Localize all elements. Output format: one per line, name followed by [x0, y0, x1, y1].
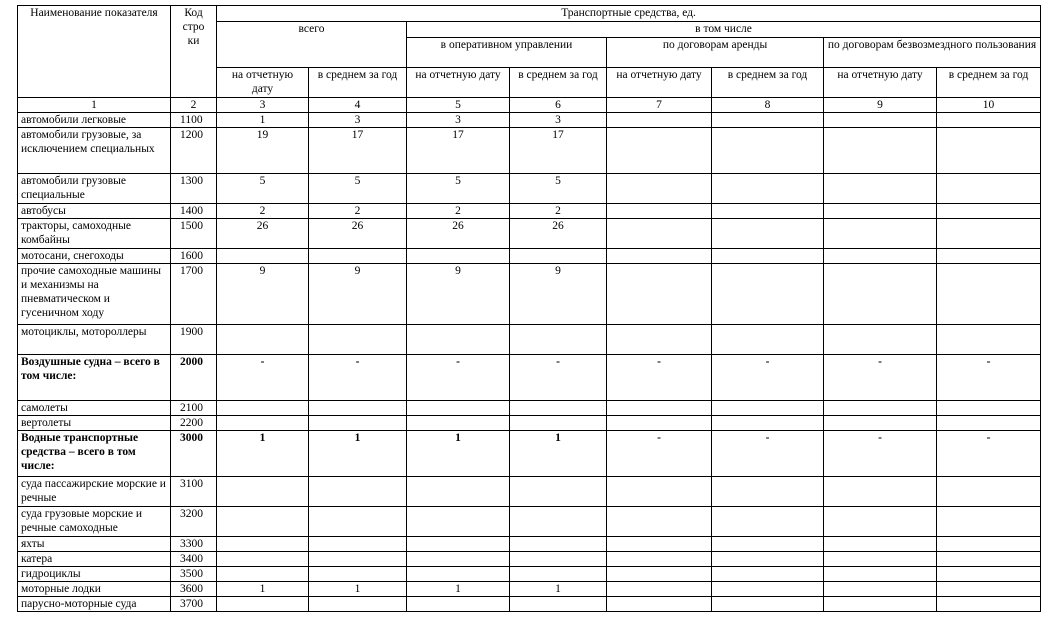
transport-table-container	[17, 5, 1040, 612]
value-cell	[407, 249, 510, 264]
value-cell: 1	[407, 431, 510, 477]
value-cell: 3	[407, 113, 510, 128]
value-cell	[309, 325, 407, 355]
value-cell	[824, 249, 937, 264]
value-cell: -	[824, 355, 937, 401]
row-name: самолеты	[18, 401, 171, 416]
value-cell	[712, 477, 824, 507]
table-row	[18, 507, 1041, 537]
value-cell	[937, 537, 1041, 552]
value-cell	[510, 401, 607, 416]
value-cell: -	[607, 355, 712, 401]
value-cell	[217, 325, 309, 355]
row-name: тракторы, самоходные комбайны	[18, 219, 171, 249]
table-row	[18, 552, 1041, 567]
row-name: мотосани, снегоходы	[18, 249, 171, 264]
value-cell: -	[510, 355, 607, 401]
value-cell: 5	[510, 174, 607, 204]
value-cell	[217, 597, 309, 612]
value-cell	[510, 477, 607, 507]
value-cell	[309, 567, 407, 582]
header-on-date: на отчетную дату	[407, 68, 510, 98]
value-cell	[607, 552, 712, 567]
value-cell	[607, 582, 712, 597]
value-cell	[824, 552, 937, 567]
value-cell: -	[407, 355, 510, 401]
value-cell	[510, 507, 607, 537]
row-code: 1100	[171, 113, 217, 128]
index-cell: 2	[171, 98, 217, 113]
value-cell: -	[937, 355, 1041, 401]
value-cell: 26	[309, 219, 407, 249]
table-row	[18, 264, 1041, 325]
value-cell	[824, 567, 937, 582]
value-cell	[309, 507, 407, 537]
value-cell	[824, 507, 937, 537]
value-cell: 2	[309, 204, 407, 219]
value-cell	[407, 416, 510, 431]
value-cell	[712, 249, 824, 264]
transport-table	[17, 5, 1041, 612]
row-name: моторные лодки	[18, 582, 171, 597]
value-cell	[407, 477, 510, 507]
value-cell	[309, 537, 407, 552]
table-row	[18, 249, 1041, 264]
value-cell	[309, 552, 407, 567]
value-cell: 5	[309, 174, 407, 204]
value-cell	[607, 113, 712, 128]
value-cell: 19	[217, 128, 309, 174]
value-cell	[217, 537, 309, 552]
row-name: автобусы	[18, 204, 171, 219]
value-cell: 17	[510, 128, 607, 174]
header-on-date: на отчетную дату	[824, 68, 937, 98]
value-cell	[712, 597, 824, 612]
row-code: 1600	[171, 249, 217, 264]
value-cell	[824, 597, 937, 612]
header-on-date: на отчетную дату	[607, 68, 712, 98]
value-cell: 26	[217, 219, 309, 249]
value-cell	[712, 128, 824, 174]
value-cell	[824, 174, 937, 204]
table-row	[18, 537, 1041, 552]
value-cell: -	[937, 431, 1041, 477]
value-cell: -	[824, 431, 937, 477]
value-cell	[607, 204, 712, 219]
row-code: 1700	[171, 264, 217, 325]
value-cell	[937, 264, 1041, 325]
row-code: 1200	[171, 128, 217, 174]
header-free-use: по договорам безвозмездного пользования	[824, 38, 1041, 68]
value-cell	[217, 249, 309, 264]
value-cell	[824, 477, 937, 507]
value-cell	[607, 401, 712, 416]
value-cell: 2	[407, 204, 510, 219]
value-cell	[217, 416, 309, 431]
value-cell	[217, 507, 309, 537]
index-cell: 6	[510, 98, 607, 113]
value-cell: 2	[217, 204, 309, 219]
row-name: катера	[18, 552, 171, 567]
index-cell: 10	[937, 98, 1041, 113]
value-cell	[824, 325, 937, 355]
value-cell	[937, 249, 1041, 264]
header-including: в том числе	[407, 22, 1041, 38]
table-row	[18, 567, 1041, 582]
value-cell	[937, 416, 1041, 431]
header-avg-year: в среднем за год	[510, 68, 607, 98]
value-cell: -	[607, 431, 712, 477]
value-cell: -	[712, 431, 824, 477]
row-name: суда грузовые морские и речные самоходные	[18, 507, 171, 537]
value-cell	[937, 128, 1041, 174]
value-cell	[937, 219, 1041, 249]
value-cell	[607, 325, 712, 355]
value-cell: -	[217, 355, 309, 401]
value-cell: -	[712, 355, 824, 401]
table-body	[18, 98, 1041, 612]
value-cell	[712, 537, 824, 552]
value-cell	[937, 582, 1041, 597]
value-cell	[607, 507, 712, 537]
index-cell: 7	[607, 98, 712, 113]
row-name: суда пассажирские морские и речные	[18, 477, 171, 507]
value-cell: 3	[510, 113, 607, 128]
value-cell	[217, 552, 309, 567]
value-cell	[217, 401, 309, 416]
value-cell	[217, 477, 309, 507]
row-code: 1400	[171, 204, 217, 219]
header-operative: в оперативном управлении	[407, 38, 607, 68]
table-row	[18, 113, 1041, 128]
row-code: 3500	[171, 567, 217, 582]
value-cell	[824, 219, 937, 249]
table-row	[18, 128, 1041, 174]
value-cell: 5	[217, 174, 309, 204]
value-cell	[712, 507, 824, 537]
value-cell	[937, 401, 1041, 416]
table-row	[18, 597, 1041, 612]
value-cell	[712, 264, 824, 325]
value-cell: 17	[407, 128, 510, 174]
row-code: 1500	[171, 219, 217, 249]
table-row	[18, 204, 1041, 219]
header-avg-year: в среднем за год	[937, 68, 1041, 98]
row-code: 1300	[171, 174, 217, 204]
value-cell	[510, 416, 607, 431]
value-cell: 26	[510, 219, 607, 249]
value-cell	[407, 537, 510, 552]
value-cell	[510, 552, 607, 567]
row-code: 2000	[171, 355, 217, 401]
row-code: 1900	[171, 325, 217, 355]
row-code: 3700	[171, 597, 217, 612]
header-on-date: на отчетную дату	[217, 68, 309, 98]
row-code: 3300	[171, 537, 217, 552]
table-row	[18, 325, 1041, 355]
value-cell	[712, 582, 824, 597]
value-cell	[712, 401, 824, 416]
value-cell	[407, 552, 510, 567]
value-cell	[607, 128, 712, 174]
row-name: автомобили легковые	[18, 113, 171, 128]
row-name: вертолеты	[18, 416, 171, 431]
header-avg-year: в среднем за год	[309, 68, 407, 98]
value-cell	[510, 567, 607, 582]
value-cell	[824, 537, 937, 552]
row-name: автомобили грузовые, за исключением специальных	[18, 128, 171, 174]
value-cell	[937, 567, 1041, 582]
index-row	[18, 98, 1041, 113]
index-cell: 4	[309, 98, 407, 113]
value-cell	[407, 401, 510, 416]
row-code: 3400	[171, 552, 217, 567]
value-cell	[510, 325, 607, 355]
value-cell	[824, 128, 937, 174]
value-cell	[712, 552, 824, 567]
value-cell: 1	[309, 582, 407, 597]
header-transport: Транспортные средства, ед.	[217, 6, 1041, 22]
value-cell: 1	[217, 582, 309, 597]
index-cell: 9	[824, 98, 937, 113]
row-code: 2200	[171, 416, 217, 431]
value-cell	[937, 174, 1041, 204]
index-cell: 1	[18, 98, 171, 113]
value-cell: 1	[407, 582, 510, 597]
value-cell	[607, 174, 712, 204]
value-cell	[712, 416, 824, 431]
value-cell	[407, 325, 510, 355]
row-code: 3000	[171, 431, 217, 477]
value-cell	[824, 264, 937, 325]
row-name: парусно-моторные суда	[18, 597, 171, 612]
row-code: 3100	[171, 477, 217, 507]
value-cell	[937, 507, 1041, 537]
value-cell	[824, 401, 937, 416]
value-cell	[937, 204, 1041, 219]
value-cell	[510, 597, 607, 612]
value-cell	[607, 537, 712, 552]
header-avg-year: в среднем за год	[712, 68, 824, 98]
value-cell	[824, 582, 937, 597]
value-cell	[309, 416, 407, 431]
value-cell: 1	[309, 431, 407, 477]
value-cell: 9	[407, 264, 510, 325]
table-row	[18, 219, 1041, 249]
header-name: Наименование показателя	[18, 6, 171, 98]
value-cell: 9	[217, 264, 309, 325]
row-name: гидроциклы	[18, 567, 171, 582]
value-cell	[607, 264, 712, 325]
value-cell	[309, 477, 407, 507]
value-cell: 1	[217, 431, 309, 477]
row-code: 3600	[171, 582, 217, 597]
value-cell	[309, 597, 407, 612]
value-cell: 9	[510, 264, 607, 325]
row-name: Воздушные судна – всего в том числе:	[18, 355, 171, 401]
value-cell: 1	[510, 582, 607, 597]
value-cell: 1	[217, 113, 309, 128]
value-cell	[309, 249, 407, 264]
value-cell	[712, 567, 824, 582]
table-row	[18, 355, 1041, 401]
value-cell	[712, 219, 824, 249]
value-cell	[607, 219, 712, 249]
header-code: Код стро ки	[171, 6, 217, 98]
header-lease: по договорам аренды	[607, 38, 824, 68]
value-cell	[510, 537, 607, 552]
row-name: яхты	[18, 537, 171, 552]
row-name: автомобили грузовые специальные	[18, 174, 171, 204]
header-total: всего	[217, 22, 407, 68]
value-cell: -	[309, 355, 407, 401]
value-cell: 2	[510, 204, 607, 219]
index-cell: 8	[712, 98, 824, 113]
row-code: 2100	[171, 401, 217, 416]
value-cell	[407, 597, 510, 612]
value-cell	[510, 249, 607, 264]
value-cell: 1	[510, 431, 607, 477]
value-cell: 9	[309, 264, 407, 325]
value-cell	[407, 507, 510, 537]
value-cell	[937, 597, 1041, 612]
index-cell: 3	[217, 98, 309, 113]
value-cell	[712, 325, 824, 355]
value-cell	[607, 597, 712, 612]
value-cell	[937, 113, 1041, 128]
value-cell	[937, 477, 1041, 507]
value-cell: 3	[309, 113, 407, 128]
value-cell: 17	[309, 128, 407, 174]
value-cell	[824, 113, 937, 128]
value-cell	[607, 416, 712, 431]
value-cell	[309, 401, 407, 416]
value-cell: 26	[407, 219, 510, 249]
table-row	[18, 477, 1041, 507]
value-cell	[607, 477, 712, 507]
table-row	[18, 416, 1041, 431]
value-cell	[712, 174, 824, 204]
table-row	[18, 401, 1041, 416]
value-cell	[824, 204, 937, 219]
value-cell	[407, 567, 510, 582]
table-row	[18, 431, 1041, 477]
table-row	[18, 582, 1041, 597]
value-cell	[712, 204, 824, 219]
value-cell	[217, 567, 309, 582]
value-cell	[607, 567, 712, 582]
value-cell	[712, 113, 824, 128]
row-name: прочие самоходные машины и механизмы на пневматическом и гусеничном ходу	[18, 264, 171, 325]
value-cell: 5	[407, 174, 510, 204]
row-name: Водные транспортные средства – всего в том числе:	[18, 431, 171, 477]
value-cell	[937, 552, 1041, 567]
row-name: мотоциклы, мотороллеры	[18, 325, 171, 355]
row-code: 3200	[171, 507, 217, 537]
value-cell	[607, 249, 712, 264]
table-row	[18, 174, 1041, 204]
value-cell	[824, 416, 937, 431]
value-cell	[937, 325, 1041, 355]
index-cell: 5	[407, 98, 510, 113]
